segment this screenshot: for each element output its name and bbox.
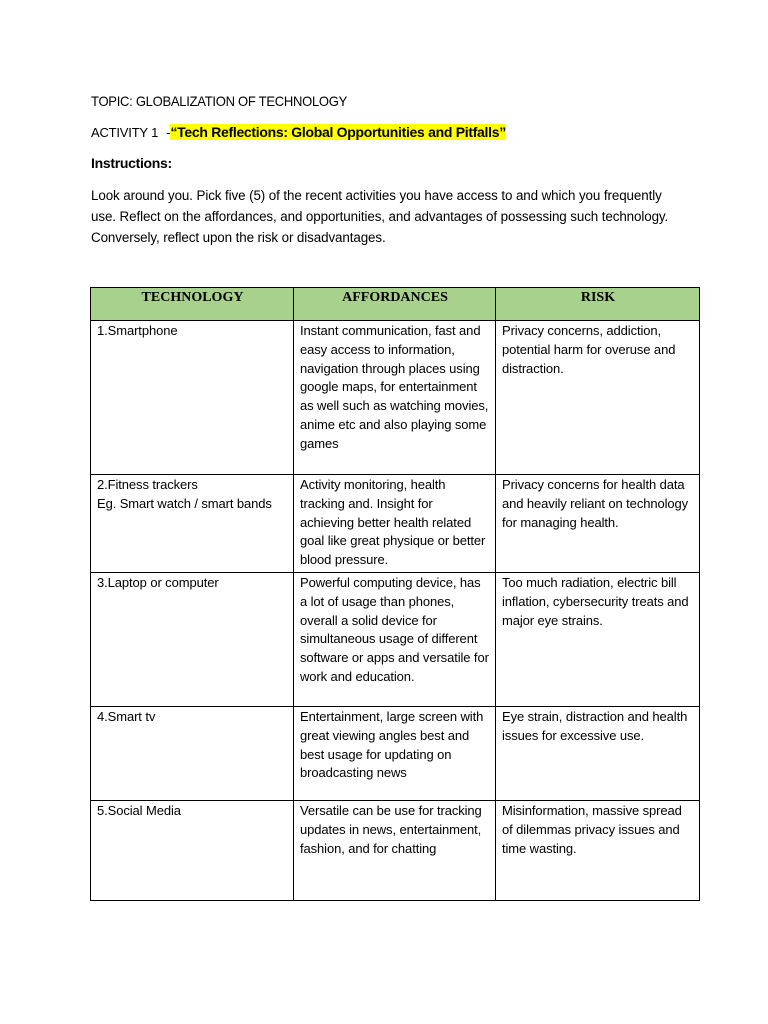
topic-heading: TOPIC: GLOBALIZATION OF TECHNOLOGY [91, 93, 348, 109]
header-technology: TECHNOLOGY [91, 288, 294, 321]
cell-technology [91, 321, 294, 475]
cell-affordances: Powerful computing device, has a lot of usage than phones, overall a solid device for simultaneous usage of different software or apps and versatile for work and education. [294, 573, 496, 707]
cell-technology [91, 801, 294, 901]
activity-separator: - [166, 125, 171, 140]
cell-risk: Privacy concerns, addiction, potential harm for overuse and distraction. [496, 321, 700, 475]
cell-risk: Too much radiation, electric bill inflation, cybersecurity treats and major eye strains. [496, 573, 700, 707]
table-row [91, 321, 700, 475]
header-affordances: AFFORDANCES [294, 288, 496, 321]
table-row [91, 801, 700, 901]
cell-risk: Misinformation, massive spread of dilemmas privacy issues and time wasting. [496, 801, 700, 901]
table-row [91, 475, 700, 573]
cell-risk: Privacy concerns for health data and heavily reliant on technology for managing health. [496, 475, 700, 573]
cell-technology [91, 707, 294, 801]
technology-name: 5.Social Media [97, 803, 181, 818]
technology-table [90, 287, 700, 901]
table-row [91, 707, 700, 801]
instructions-heading: Instructions: [91, 155, 172, 171]
technology-name: 1.Smartphone [97, 323, 178, 338]
cell-affordances: Entertainment, large screen with great viewing angles best and best usage for updating on broadcasting news [294, 707, 496, 801]
technology-name: 2.Fitness trackers [97, 477, 198, 492]
table-header-row [91, 288, 700, 321]
activity-line [91, 124, 506, 140]
cell-technology [91, 573, 294, 707]
cell-affordances: Activity monitoring, health tracking and. Insight for achieving better health related goal like great physique or better blood pressure. [294, 475, 496, 573]
cell-affordances: Instant communication, fast and easy access to information, navigation through places using google maps, for entertainment as well such as watching movies, anime etc and also playing some games [294, 321, 496, 475]
activity-title-highlighted: “Tech Reflections: Global Opportunities and Pitfalls” [170, 124, 506, 140]
cell-affordances: Versatile can be use for tracking updates in news, entertainment, fashion, and for chatting [294, 801, 496, 901]
technology-name: 4.Smart tv [97, 709, 156, 724]
technology-name: 3.Laptop or computer [97, 575, 219, 590]
technology-note: Eg. Smart watch / smart bands [97, 495, 272, 511]
cell-risk: Eye strain, distraction and health issues for excessive use. [496, 707, 700, 801]
header-risk: RISK [496, 288, 700, 321]
table-row [91, 573, 700, 707]
instructions-paragraph: Look around you. Pick five (5) of the recent activities you have access to and which you frequently use. Reflect on the affordances, and opportunities, and advantages of possessing such technology. Conversely, reflect upon the risk or disadvantages. [91, 188, 669, 245]
cell-technology [91, 475, 294, 573]
activity-label: ACTIVITY 1 [91, 125, 159, 140]
